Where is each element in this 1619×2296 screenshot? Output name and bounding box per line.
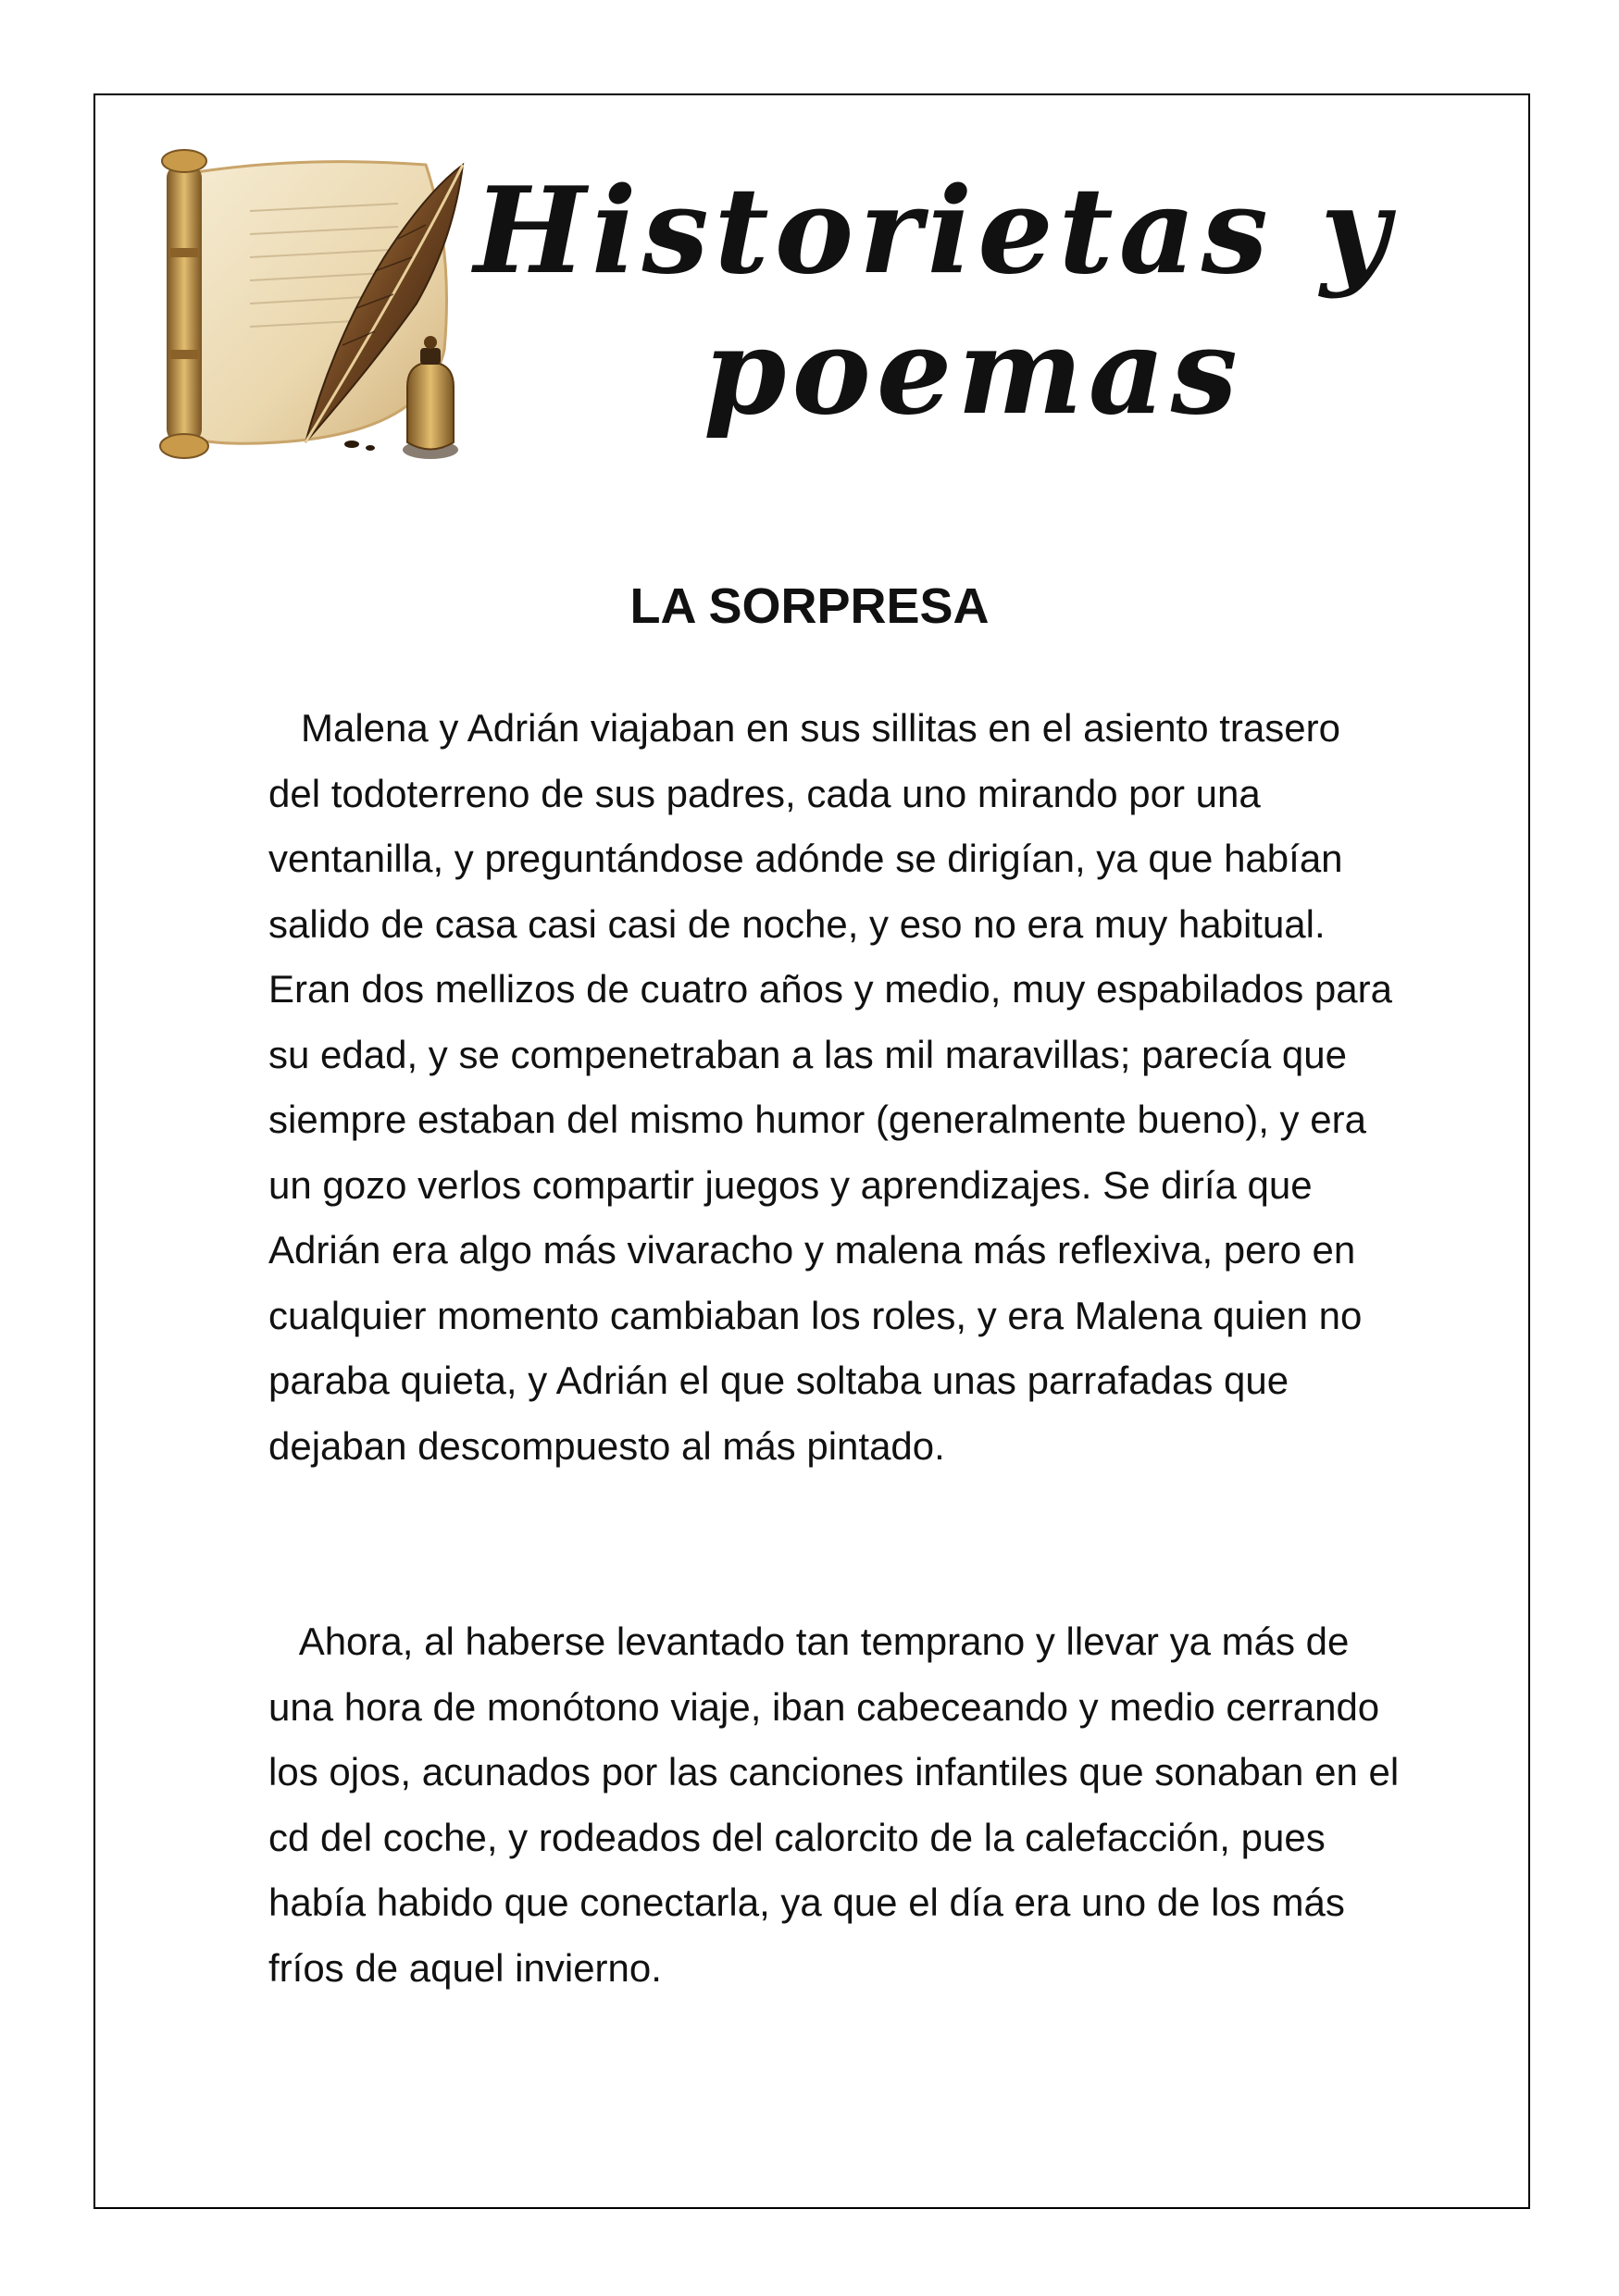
story-paragraph-2 xyxy=(268,1609,1500,2001)
paragraph-line: cualquier momento cambiaban los roles, y era Malena quien no xyxy=(268,1293,1363,1337)
paragraph-line: siempre estaban del mismo humor (generalmente bueno), y era xyxy=(268,1098,1366,1141)
paragraph-line: los ojos, acunados por las canciones infantiles que sonaban en el xyxy=(268,1750,1400,1793)
header-banner xyxy=(148,137,1509,479)
story-body xyxy=(268,696,1500,2001)
paragraph-line: del todoterreno de sus padres, cada uno mirando por una xyxy=(268,771,1261,815)
paragraph-line: dejaban descompuesto al más pintado. xyxy=(268,1423,945,1468)
scroll-handle-icon xyxy=(160,150,208,458)
paragraph-line: Malena y Adrián viajaban en sus sillitas en el asiento trasero xyxy=(268,706,1340,750)
story-title: LA SORPRESA xyxy=(629,578,990,634)
paragraph-line: paraba quieta, y Adrián el que soltaba unas parrafadas que xyxy=(268,1359,1289,1402)
paragraph-line: su edad, y se compenetraban a las mil maravillas; parecía que xyxy=(268,1032,1347,1076)
paragraph-line: había habido que conectarla, ya que el día era uno de los más xyxy=(268,1880,1345,1924)
banner-title-line-2: poemas xyxy=(704,303,1243,441)
paragraph-line: Ahora, al haberse levantado tan temprano y llevar ya más de xyxy=(268,1620,1350,1663)
paragraph-line: Adrián era algo más vivaracho y malena más reflexiva, pero en xyxy=(268,1228,1356,1272)
paragraph-line: un gozo verlos compartir juegos y aprendizajes. Se diría que xyxy=(268,1162,1313,1207)
paragraph-line: salido de casa casi casi de noche, y eso no era muy habitual. xyxy=(268,901,1326,946)
paragraph-line: Eran dos mellizos de cuatro años y medio, muy espabilados para xyxy=(268,967,1392,1011)
paragraph-line: fríos de aquel invierno. xyxy=(268,1945,662,1990)
paragraph-line: cd del coche, y rodeados del calorcito de la calefacción, pues xyxy=(268,1815,1326,1859)
ink-drops-icon xyxy=(344,441,375,451)
paragraph-line: una hora de monótono viaje, iban cabeceando y medio cerrando xyxy=(268,1684,1380,1729)
banner-title-line-1: Historietas y xyxy=(474,162,1395,301)
story-paragraph-1 xyxy=(268,696,1500,1479)
paragraph-line: ventanilla, y preguntándose adónde se dirigían, ya que habían xyxy=(268,837,1343,880)
